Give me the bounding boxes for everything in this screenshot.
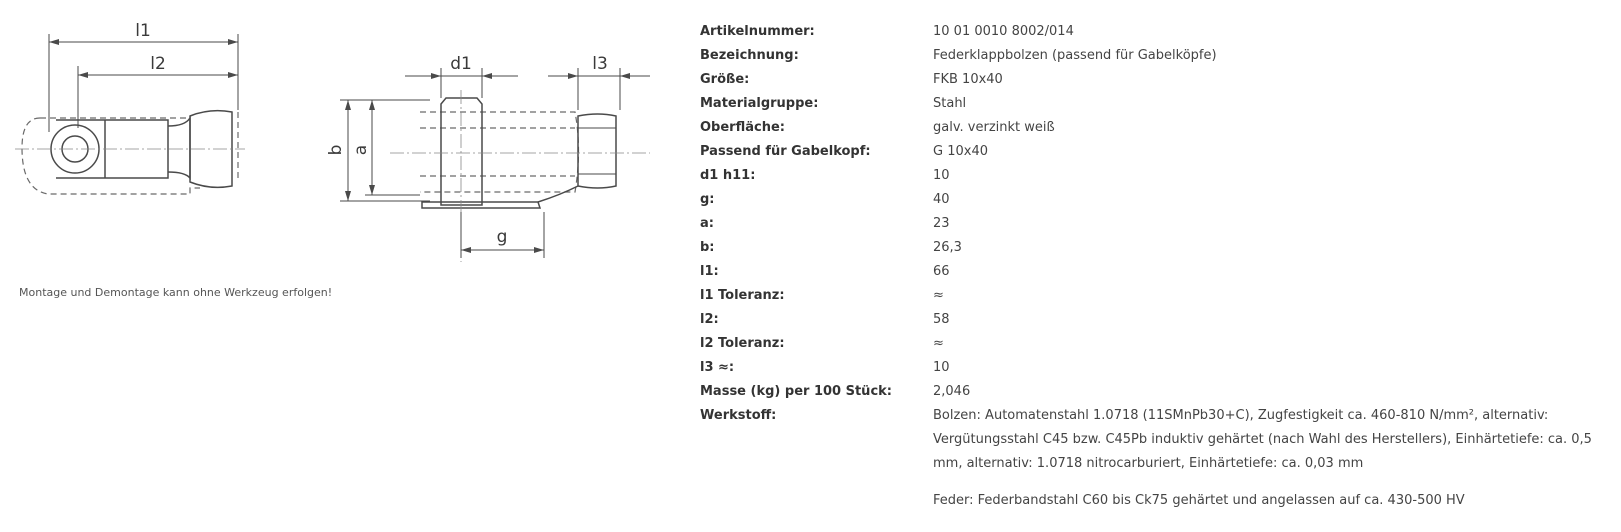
l3-arrow-right xyxy=(620,73,630,79)
spec-row-materialgruppe xyxy=(700,92,1605,116)
spec-label: g: xyxy=(700,192,715,207)
spec-row-g xyxy=(700,188,1605,212)
spec-value: 58 xyxy=(933,312,950,327)
spec-row-artikelnummer xyxy=(700,20,1605,44)
g-arrow-left xyxy=(461,247,471,253)
a-label: a xyxy=(351,144,371,156)
spec-label: l3 ≈: xyxy=(700,360,735,375)
l1-arrow-left xyxy=(49,39,59,45)
spec-value: 66 xyxy=(933,264,950,279)
spec-row-b xyxy=(700,236,1605,260)
spec-label: Masse (kg) per 100 Stück: xyxy=(700,384,892,399)
werkstoff-value xyxy=(933,404,1605,513)
spec-label: Bezeichnung: xyxy=(700,48,799,63)
spec-row-l1 xyxy=(700,260,1605,284)
spec-label: b: xyxy=(700,240,715,255)
spec-value: FKB 10x40 xyxy=(933,72,1003,87)
spec-row-bezeichnung xyxy=(700,44,1605,68)
spec-value: 2,046 xyxy=(933,384,971,399)
spec-label: l2 Toleranz: xyxy=(700,336,785,351)
spec-label: a: xyxy=(700,216,714,231)
b-label: b xyxy=(326,144,346,156)
b-arrow-bottom xyxy=(345,191,351,201)
l3-arrow-left xyxy=(568,73,578,79)
spec-row-gabelkopf xyxy=(700,140,1605,164)
d1-arrow-right xyxy=(482,73,492,79)
fork-front-dashed xyxy=(420,112,579,192)
spec-label: l1 Toleranz: xyxy=(700,288,785,303)
werkstoff-feder-text: Feder: Federbandstahl C60 bis Ck75 gehärtet und angelassen auf ca. 430-500 HV xyxy=(933,493,1465,508)
g-arrow-right xyxy=(534,247,544,253)
technical-drawing xyxy=(0,0,670,270)
spec-row-masse xyxy=(700,380,1605,404)
l3-label: l3 xyxy=(592,54,608,74)
spec-label: Werkstoff: xyxy=(700,408,777,423)
spec-label: l2: xyxy=(700,312,719,327)
assembly-note: Montage und Demontage kann ohne Werkzeug erfolgen! xyxy=(19,286,333,299)
spec-label: Materialgruppe: xyxy=(700,96,819,111)
g-label: g xyxy=(496,227,508,247)
spec-value: G 10x40 xyxy=(933,144,988,159)
b-arrow-top xyxy=(345,100,351,110)
spec-row-l1-toleranz xyxy=(700,284,1605,308)
spec-value: 10 01 0010 8002/014 xyxy=(933,24,1074,39)
drawing-svg xyxy=(0,0,670,270)
spring-curve xyxy=(538,186,578,202)
spec-value: Stahl xyxy=(933,96,967,111)
spec-label: Passend für Gabelkopf: xyxy=(700,144,871,159)
spec-value: 23 xyxy=(933,216,950,231)
spec-row-a xyxy=(700,212,1605,236)
spec-row-l2 xyxy=(700,308,1605,332)
d1-arrow-left xyxy=(431,73,441,79)
a-arrow-top xyxy=(369,100,375,110)
l1-label: l1 xyxy=(135,21,151,41)
spec-row-d1 xyxy=(700,164,1605,188)
l2-arrow-right xyxy=(228,72,238,78)
spec-value: 10 xyxy=(933,168,950,183)
neck xyxy=(168,118,190,178)
spec-row-l2-toleranz xyxy=(700,332,1605,356)
spec-value: ≈ xyxy=(933,288,944,303)
l2-arrow-left xyxy=(78,72,88,78)
spec-row-werkstoff xyxy=(700,404,1605,513)
l2-label: l2 xyxy=(150,54,166,74)
spec-label: l1: xyxy=(700,264,719,279)
spec-row-l3 xyxy=(700,356,1605,380)
spec-value: ≈ xyxy=(933,336,944,351)
spec-label: Oberfläche: xyxy=(700,120,785,135)
spec-value: 40 xyxy=(933,192,950,207)
spec-value: Federklappbolzen (passend für Gabelköpfe) xyxy=(933,48,1217,63)
spec-label: d1 h11: xyxy=(700,168,756,183)
l1-arrow-right xyxy=(228,39,238,45)
d1-label: d1 xyxy=(450,54,472,74)
spec-value: galv. verzinkt weiß xyxy=(933,120,1055,135)
grip-end-front xyxy=(578,114,616,188)
a-arrow-bottom xyxy=(369,185,375,195)
spec-label: Artikelnummer: xyxy=(700,24,815,39)
spec-value: 26,3 xyxy=(933,240,962,255)
werkstoff-bolzen-text: Bolzen: Automatenstahl 1.0718 (11SMnPb30+C), Zugfestigkeit ca. 460-810 N/mm², alternativ: Vergütungsstahl C45 bzw. C45Pb induktiv gehärtet (nach Wahl des Herstellers), Einhärtetiefe: ca. 0,5 mm, alternativ: 1.0718 nitrocarburiert, Einhärtetiefe: ca. 0,03 mm xyxy=(933,408,1592,471)
spec-table xyxy=(700,20,1605,513)
spec-label: Größe: xyxy=(700,72,750,87)
bolt-pin xyxy=(441,98,482,205)
spec-value: 10 xyxy=(933,360,950,375)
spec-row-groesse xyxy=(700,68,1605,92)
spec-row-oberflaeche xyxy=(700,116,1605,140)
